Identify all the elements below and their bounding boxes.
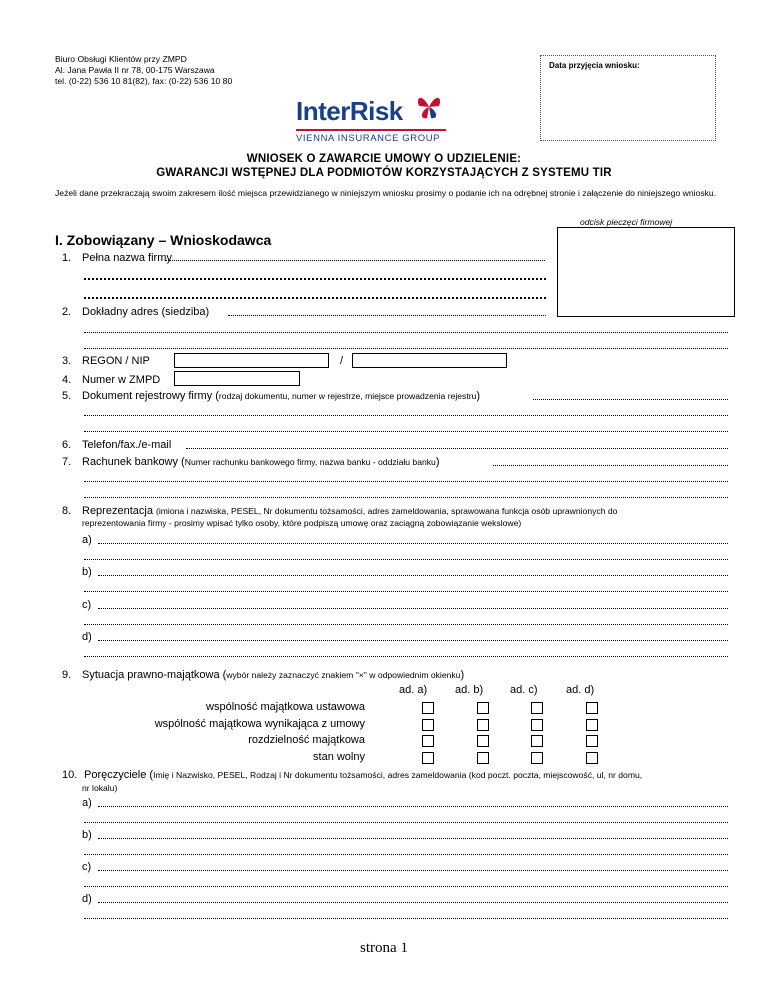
checkbox-d-2[interactable] — [586, 719, 598, 731]
item-label: Numer w ZMPD — [82, 374, 161, 386]
item-number: 5. — [62, 390, 72, 402]
option-single: stan wolny — [313, 751, 365, 763]
item-address — [62, 306, 209, 318]
column-ad-b: ad. b) — [455, 684, 484, 696]
item-company-name — [62, 252, 172, 264]
rep-letter-b: b) — [82, 566, 92, 578]
item-zmpd-number — [62, 374, 160, 386]
item-number: 7. — [62, 456, 72, 468]
item-number: 1. — [62, 252, 72, 264]
column-ad-c: ad. c) — [510, 684, 538, 696]
item-bank-account — [62, 456, 440, 468]
nip-input[interactable] — [352, 353, 507, 368]
checkbox-c-3[interactable] — [531, 735, 543, 747]
item-representation — [62, 505, 617, 517]
item-registry-document — [62, 390, 480, 402]
checkbox-a-2[interactable] — [422, 719, 434, 731]
checkbox-a-1[interactable] — [422, 702, 434, 714]
office-line-3: tel. (0-22) 536 10 81(82), fax: (0-22) 536 10 80 — [55, 76, 233, 86]
item-regon-nip — [62, 355, 150, 367]
guar-b-field[interactable] — [98, 838, 728, 839]
item-number: 10. — [62, 769, 78, 781]
checkbox-c-2[interactable] — [531, 719, 543, 731]
guar-letter-c: c) — [82, 861, 92, 873]
rep-a-field-2[interactable] — [84, 559, 728, 560]
logo-part2: Risk — [349, 96, 403, 126]
checkbox-d-1[interactable] — [586, 702, 598, 714]
item-number: 2. — [62, 306, 72, 318]
rep-a-field[interactable] — [98, 543, 728, 544]
company-stamp-box[interactable] — [557, 227, 735, 317]
guar-c-field-2[interactable] — [84, 886, 728, 887]
checkbox-a-4[interactable] — [422, 752, 434, 764]
bank-account-field[interactable] — [493, 465, 728, 466]
rep-b-field-2[interactable] — [84, 591, 728, 592]
address-field-2[interactable] — [84, 332, 728, 333]
option-contractual-community: wspólność majątkowa wynikająca z umowy — [154, 718, 365, 730]
item-label: Pełna nazwa firmy — [82, 252, 172, 264]
checkbox-b-2[interactable] — [477, 719, 489, 731]
item-label: Telefon/fax./e-mail — [82, 439, 172, 451]
item-label: Sytuacja prawno-majątkowa ( — [82, 669, 227, 681]
registry-field-2[interactable] — [84, 415, 728, 416]
item-note: rodzaj dokumentu, numer w rejestrze, miejsce prowadzenia rejestru — [218, 391, 477, 401]
date-received-label: Data przyjęcia wniosku: — [549, 61, 640, 70]
page-number: strona 1 — [360, 940, 408, 956]
bank-account-field-3[interactable] — [84, 497, 728, 498]
item-note: (imiona i nazwiska, PESEL, Nr dokumentu tożsamości, adres zameldowania, sprawowana funkcja osób uprawnionych do — [156, 506, 618, 516]
butterfly-icon — [413, 92, 445, 122]
checkbox-c-4[interactable] — [531, 752, 543, 764]
date-received-box[interactable] — [540, 55, 716, 141]
guar-letter-d: d) — [82, 893, 92, 905]
item-number: 4. — [62, 374, 72, 386]
item-close-paren: ) — [476, 390, 481, 402]
guarantors-note-2: nr lokalu) — [82, 783, 118, 793]
option-statutory-community: wspólność majątkowa ustawowa — [206, 701, 365, 713]
item-note: Numer rachunku bankowego firmy, nazwa banku - oddziału banku — [184, 457, 436, 467]
item-close-paren: ) — [460, 669, 465, 681]
item-number: 3. — [62, 355, 72, 367]
phone-field[interactable] — [186, 448, 728, 449]
bank-account-field-2[interactable] — [84, 481, 728, 482]
item-label: Poręczyciele ( — [84, 769, 154, 781]
checkbox-b-4[interactable] — [477, 752, 489, 764]
checkbox-b-1[interactable] — [477, 702, 489, 714]
guar-d-field[interactable] — [98, 902, 728, 903]
item-guarantors — [62, 769, 642, 781]
zmpd-number-input[interactable] — [174, 371, 300, 386]
registry-field[interactable] — [533, 399, 728, 400]
rep-c-field[interactable] — [98, 608, 728, 609]
regon-input[interactable] — [174, 353, 329, 368]
checkbox-c-1[interactable] — [531, 702, 543, 714]
rep-letter-a: a) — [82, 534, 92, 546]
item-label: REGON / NIP — [82, 355, 150, 367]
registry-field-3[interactable] — [84, 431, 728, 432]
checkbox-d-4[interactable] — [586, 752, 598, 764]
item-number: 6. — [62, 439, 72, 451]
section-heading: I. Zobowiązany – Wnioskodawca — [55, 232, 272, 248]
checkbox-a-3[interactable] — [422, 735, 434, 747]
rep-letter-d: d) — [82, 631, 92, 643]
address-field-3[interactable] — [84, 348, 728, 349]
item-number: 9. — [62, 669, 72, 681]
option-separate-property: rozdzielność majątkowa — [248, 734, 365, 746]
logo-part1: Inter — [296, 96, 350, 126]
item-phone — [62, 439, 171, 451]
logo-subtitle: VIENNA INSURANCE GROUP — [296, 133, 441, 144]
item-close-paren: ) — [435, 456, 440, 468]
item-property-status — [62, 669, 464, 681]
item-label: Rachunek bankowy ( — [82, 456, 185, 468]
interrisk-logo — [296, 96, 446, 148]
guar-a-field[interactable] — [98, 806, 728, 807]
stamp-label: odcisk pieczęci firmowej — [580, 217, 673, 227]
rep-d-field[interactable] — [98, 640, 728, 641]
rep-c-field-2[interactable] — [84, 624, 728, 625]
form-title-line2: GWARANCJI WSTĘPNEJ DLA PODMIOTÓW KORZYSTAJĄCYCH Z SYSTEMU TIR — [156, 167, 612, 179]
company-name-field-2[interactable] — [84, 278, 546, 280]
guar-c-field[interactable] — [98, 870, 728, 871]
item-number: 8. — [62, 505, 72, 517]
checkbox-b-3[interactable] — [477, 735, 489, 747]
item-note: Imię i Nazwisko, PESEL, Rodzaj i Nr dokumentu tożsamości, adres zameldowania (kod poczt. poczta, miejscowość, ul, nr domu, — [153, 770, 643, 780]
representation-note-2: reprezentowania firmy - prosimy wpisać tylko osoby, które podpiszą umowę oraz zaciągną zobowiązanie wekslowe) — [82, 518, 522, 528]
logo-divider — [296, 129, 446, 131]
guar-b-field-2[interactable] — [84, 854, 728, 855]
company-name-field-3[interactable] — [84, 297, 546, 299]
office-address — [55, 54, 232, 87]
guar-letter-a: a) — [82, 797, 92, 809]
guar-d-field-2[interactable] — [84, 918, 728, 919]
column-ad-a: ad. a) — [399, 684, 428, 696]
rep-d-field-2[interactable] — [84, 656, 728, 657]
logo-wordmark — [296, 96, 403, 127]
checkbox-d-3[interactable] — [586, 735, 598, 747]
office-line-2: Al. Jana Pawła II nr 78, 00-175 Warszawa — [55, 65, 215, 75]
column-ad-d: ad. d) — [566, 684, 595, 696]
guar-letter-b: b) — [82, 829, 92, 841]
address-field[interactable] — [228, 315, 546, 316]
item-label: Dokładny adres (siedziba) — [82, 306, 210, 318]
item-label: Reprezentacja — [82, 505, 153, 517]
office-line-1: Biuro Obsługi Klientów przy ZMPD — [55, 54, 187, 64]
regon-nip-separator: / — [340, 355, 344, 367]
form-title-line1: WNIOSEK O ZAWARCIE UMOWY O UDZIELENIE: — [246, 153, 522, 165]
item-label: Dokument rejestrowy firmy ( — [82, 390, 219, 402]
intro-text: Jeżeli dane przekraczają swoim zakresem ilość miejsca przewidzianego w niniejszym wniosku prosimy o podanie ich na odrębnej stronie i załączenie do niniejszego wniosku. — [55, 188, 717, 198]
rep-letter-c: c) — [82, 599, 92, 611]
company-name-field[interactable] — [165, 260, 545, 261]
rep-b-field[interactable] — [98, 575, 728, 576]
guar-a-field-2[interactable] — [84, 822, 728, 823]
item-note: wybór należy zaznaczyć znakiem "×" w odpowiednim okienku — [226, 670, 461, 680]
